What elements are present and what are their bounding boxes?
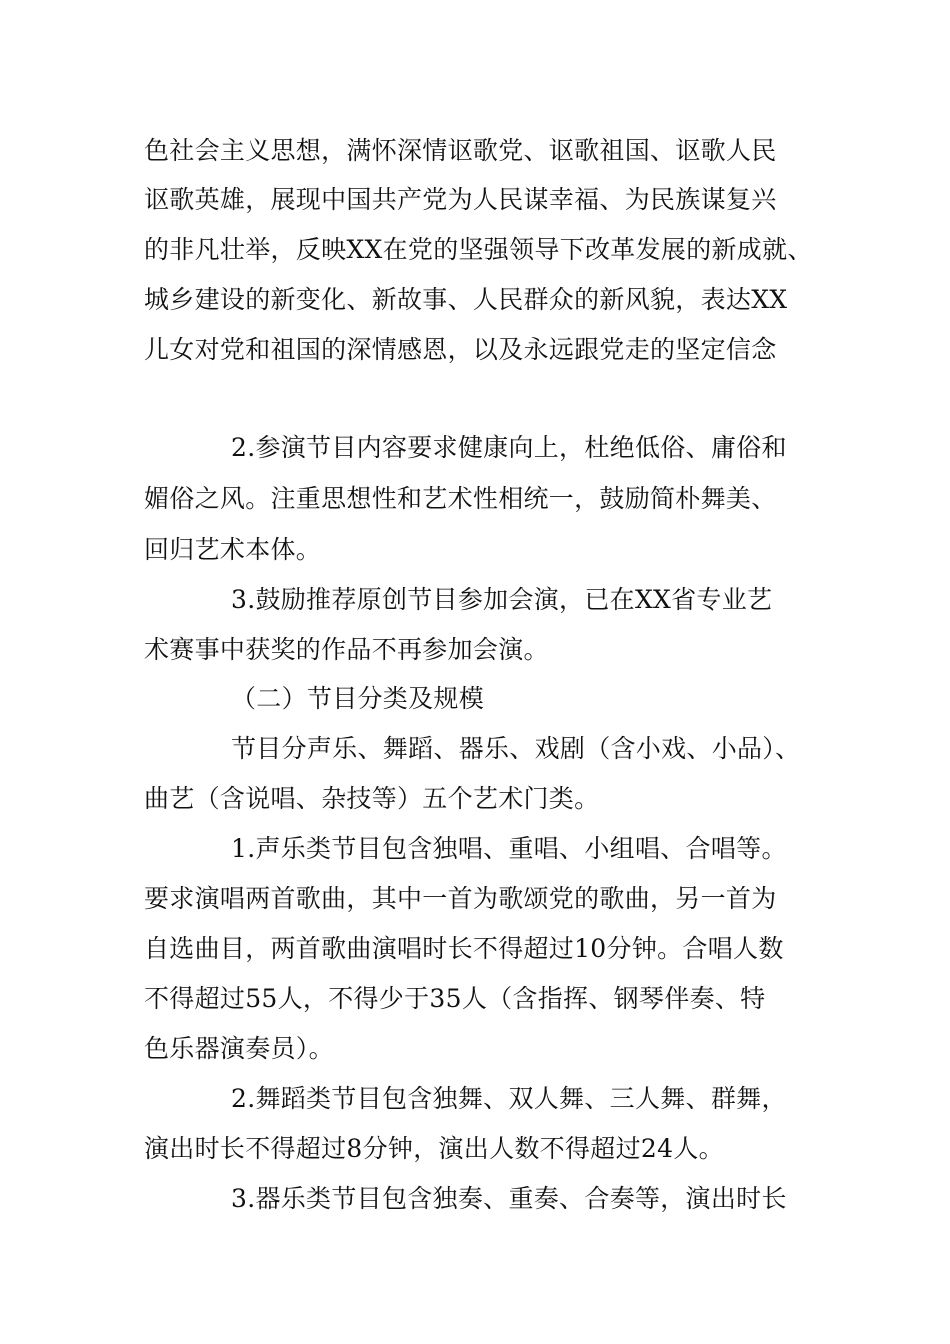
paragraph-3-start: 3.鼓励推荐原创节目参加会演，已在XX省专业艺: [231, 585, 773, 614]
body-text-line: 术赛事中获奖的作品不再参加会演。: [144, 635, 549, 664]
paragraph-categories-start: 节目分声乐、舞蹈、器乐、戏剧（含小戏、小品）、: [231, 734, 801, 763]
body-text-line: 自选曲目，两首歌曲演唱时长不得超过10分钟。合唱人数: [144, 934, 784, 963]
paragraph-dance-start: 2.舞蹈类节目包含独舞、双人舞、三人舞、群舞，: [231, 1084, 787, 1113]
body-text-line: 媚俗之风。注重思想性和艺术性相统一，鼓励简朴舞美、: [144, 484, 777, 513]
body-text-line: 的非凡壮举，反映XX在党的坚强领导下改革发展的新成就、: [144, 235, 813, 264]
body-text-line: 色乐器演奏员）。: [144, 1034, 334, 1063]
body-text-line: 城乡建设的新变化、新故事、人民群众的新风貌，表达XX: [144, 285, 788, 314]
body-text-line: 回归艺术本体。: [144, 535, 322, 564]
section-heading: （二）节目分类及规模: [231, 684, 485, 713]
body-text-line: 要求演唱两首歌曲，其中一首为歌颂党的歌曲，另一首为: [144, 884, 777, 913]
body-text-line: 讴歌英雄，展现中国共产党为人民谋幸福、为民族谋复兴: [144, 185, 777, 214]
paragraph-2-start: 2.参演节目内容要求健康向上，杜绝低俗、庸俗和: [231, 433, 787, 462]
paragraph-vocal-start: 1.声乐类节目包含独唱、重唱、小组唱、合唱等。: [231, 834, 787, 863]
body-text-line: 曲艺（含说唱、杂技等）五个艺术门类。: [144, 784, 600, 813]
paragraph-instrumental-start: 3.器乐类节目包含独奏、重奏、合奏等，演出时长: [231, 1184, 787, 1213]
body-text-line: 演出时长不得超过8分钟，演出人数不得超过24人。: [144, 1134, 724, 1163]
body-text-line: 儿女对党和祖国的深情感恩，以及永远跟党走的坚定信念: [144, 335, 777, 364]
body-text-line: 不得超过55人，不得少于35人（含指挥、钢琴伴奏、特: [144, 984, 766, 1013]
body-text-line: 色社会主义思想，满怀深情讴歌党、讴歌祖国、讴歌人民: [144, 136, 777, 165]
